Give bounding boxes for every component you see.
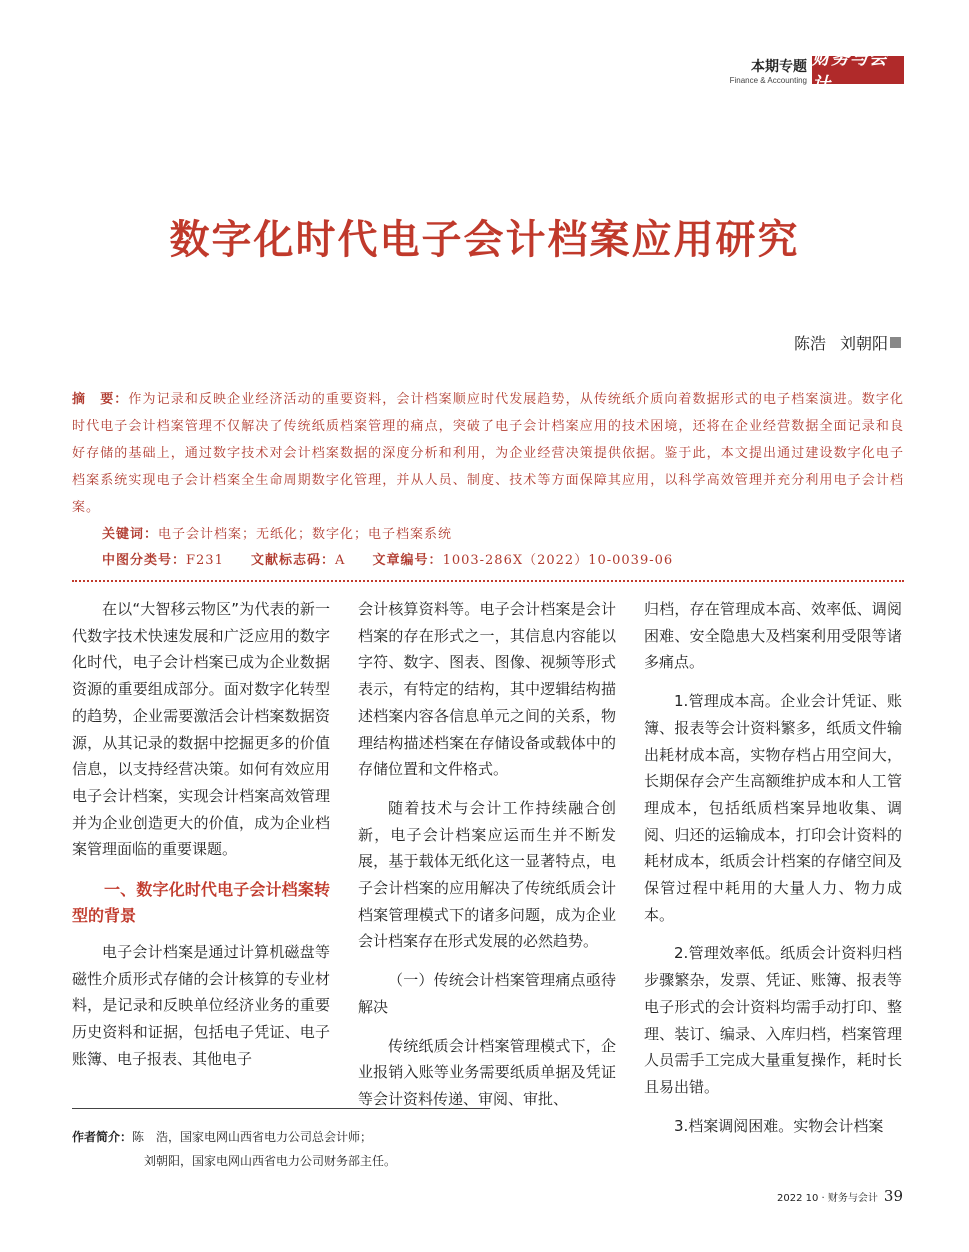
author-1: 陈浩 [793,334,826,353]
author-2: 刘朝阳 [839,334,888,353]
section-heading: 一、数字化时代电子会计档案转型的背景 [72,880,330,926]
footnote-divider [72,1108,490,1109]
doc-label: 文献标志码： [251,553,336,568]
dotted-divider [72,580,904,582]
clc-label: 中图分类号： [102,553,187,568]
bio-line-2: 刘朝阳，国家电网山西省电力公司财务部主任。 [144,1154,397,1168]
column-3 [644,596,902,1139]
column-1 [72,596,330,1073]
author-square-icon [890,337,901,348]
paragraph: 随着技术与会计工作持续融合创新，电子会计档案应运而生并不断发展，基于载体无纸化这一显著特点，电子会计档案的应用解决了传统纸质会计档案管理模式下的诸多问题，成为企业会计档案存在形式发展的必然趋势。 [358,798,616,951]
paragraph: 在以“大智移云物区”为代表的新一代数字技术快速发展和广泛应用的数字化时代，电子会计档案已成为企业数据资源的重要组成部分。面对数字化转型的趋势，企业需要激活会计档案数据资源，从其记录的数据中挖掘更多的价值信息，以支持经营决策。如何有效应用电子会计档案，实现会计档案高效管理并为企业创造更大的价值，成为企业档案管理面临的重要课题。 [72,600,330,859]
abstract-label: 摘 要： [72,392,129,407]
column-2 [358,596,616,1113]
issue-label: 2022 10 · 财务与会计 [777,1193,878,1204]
article-no-value: 1003-286X（2022）10-0039-06 [442,553,674,568]
article-no-label: 文章编号： [372,553,443,568]
author-bio [72,1125,396,1173]
keywords-text: 电子会计档案；无纸化；数字化；电子档案系统 [158,527,453,542]
abstract-text: 作为记录和反映企业经济活动的重要资料，会计档案顺应时代发展趋势，从传统纸介质向着数据形式的电子档案演进。数字化时代电子会计档案管理不仅解决了传统纸质档案管理的痛点，突破了电子会计档案应用的技术困境，还将在企业经营数据全面记录和良好存储的基础上，通过数字技术对会计档案数据的深度分析和利用，为企业经营决策提供依据。鉴于此，本文提出通过建设数字化电子档案系统实现电子会计档案全生命周期数字化管理，并从人员、制度、技术等方面保障其应用，以科学高效管理并充分利用电子会计档案。 [72,392,904,515]
paragraph: 传统纸质会计档案管理模式下，企业报销入账等业务需要纸质单据及凭证等会计资料传递、审阅、审批、 [358,1036,616,1108]
paragraph: 3.档案调阅困难。实物会计档案 [674,1116,884,1135]
abstract [72,386,904,521]
journal-logo: 财务与会计 [812,56,904,84]
classification-line [102,549,695,568]
paragraph: 归档，存在管理成本高、效率低、调阅困难、安全隐患大及档案利用受限等诸多痛点。 [644,600,902,672]
paragraph: 1.管理成本高。企业会计凭证、账簿、报表等会计资料繁多，纸质文件输出耗材成本高，实物存档占用空间大，长期保存会产生高额维护成本和人工管理成本，包括纸质档案异地收集、调阅、归还的运输成本，打印会计资料的耗材成本，纸质会计档案的存储空间及保管过程中耗用的大量人力、物力成本。 [644,692,902,924]
doc-value: A [335,553,346,568]
paragraph: 电子会计档案是通过计算机磁盘等磁性介质形式存储的会计核算的专业材料，是记录和反映单位经济业务的重要历史资料和证据，包括电子凭证、电子账簿、电子报表、其他电子 [72,943,330,1068]
section-label: 本期专题 [751,59,807,75]
subsection-heading: （一）传统会计档案管理痛点亟待解决 [358,971,616,1016]
bio-line-1: 陈 浩，国家电网山西省电力公司总会计师； [132,1130,373,1144]
keywords-label: 关键词： [102,527,159,542]
section-label-en: Finance & Accounting [729,76,807,85]
author-line [794,331,901,354]
page-number: 39 [883,1187,903,1205]
paragraph: 2.管理效率低。纸质会计资料归档步骤繁杂，发票、凭证、账簿、报表等电子形式的会计资料均需手动打印、整理、装订、编录、入库归档，档案管理人员需手工完成大量重复操作，耗时长且易出错。 [644,944,902,1096]
clc-value: F231 [186,553,224,568]
page-footer [777,1187,903,1205]
paragraph: 会计核算资料等。电子会计档案是会计档案的存在形式之一，其信息内容能以字符、数字、图表、图像、视频等形式表示，有特定的结构，其中逻辑结构描述档案内容各信息单元之间的关系，物理结构描述档案在存储设备或载体中的存储位置和文件格式。 [358,600,616,779]
bio-label: 作者简介： [72,1130,133,1144]
article-title: 数字化时代电子会计档案应用研究 [169,217,800,263]
keywords [102,523,452,542]
